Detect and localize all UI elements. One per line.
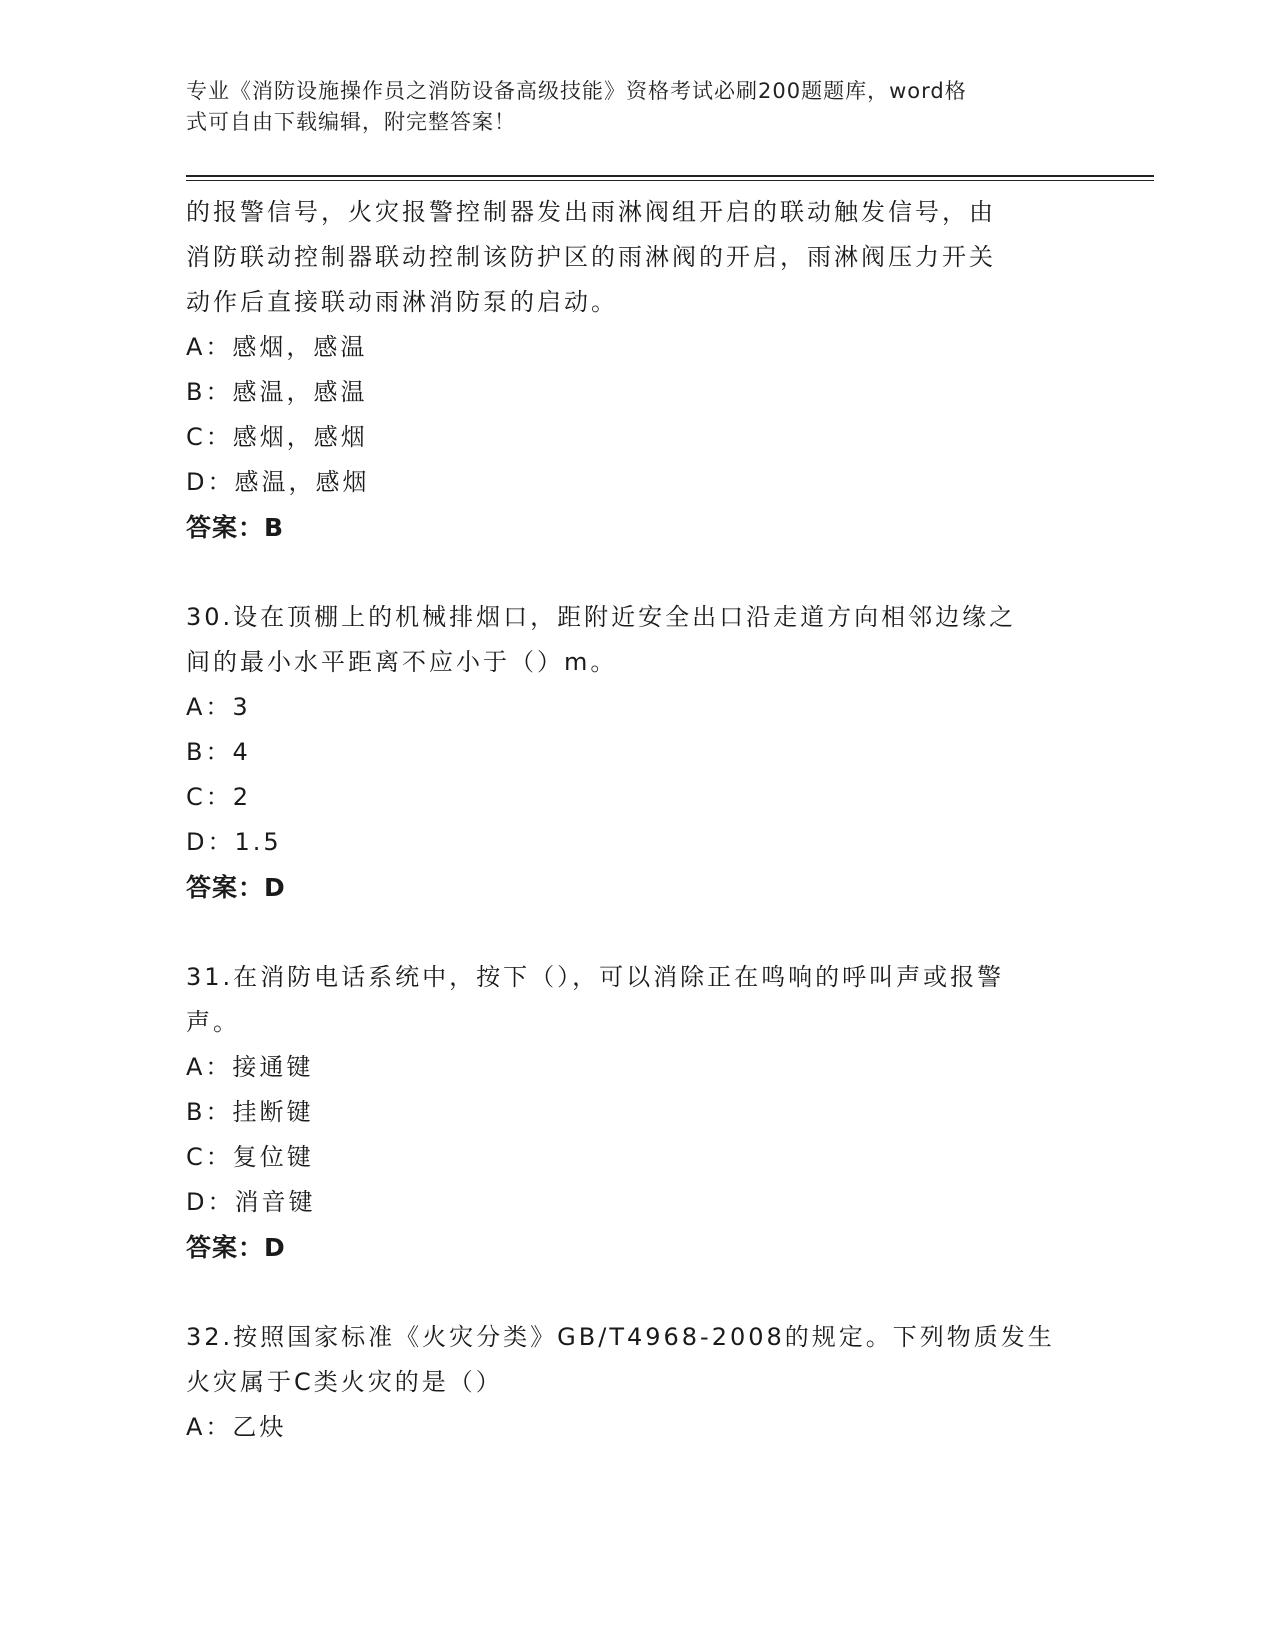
question-text-line: 火灾属于C类火灾的是（） — [186, 1368, 503, 1396]
option-a: A：3 — [186, 693, 251, 721]
option-b: B：挂断键 — [186, 1098, 314, 1126]
header-line-2: 式可自由下载编辑，附完整答案！ — [186, 110, 516, 134]
header-divider-thick — [186, 175, 1154, 177]
option-a: A：接通键 — [186, 1053, 314, 1081]
question-text-line: 的报警信号，火灾报警控制器发出雨淋阀组开启的联动触发信号，由 — [186, 198, 996, 226]
question-text-line: 消防联动控制器联动控制该防护区的雨淋阀的开启，雨淋阀压力开关 — [186, 243, 996, 271]
header-line-1: 专业《消防设施操作员之消防设备高级技能》资格考试必刷200题题库，word格 — [186, 79, 967, 103]
option-c: C：复位键 — [186, 1143, 314, 1171]
question-continued — [186, 190, 1086, 550]
option-b: B：感温，感温 — [186, 378, 368, 406]
question-text-line: 32.按照国家标准《火灾分类》GB/T4968-2008的规定。下列物质发生 — [186, 1323, 1055, 1351]
option-b: B：4 — [186, 738, 251, 766]
page-header — [186, 76, 1066, 138]
answer: 答案：B — [186, 513, 285, 542]
question-30 — [186, 595, 1086, 910]
option-d: D：感温，感烟 — [186, 468, 370, 496]
option-c: C：2 — [186, 783, 252, 811]
option-a: A：乙炔 — [186, 1413, 287, 1441]
document-body — [186, 190, 1086, 1450]
answer: 答案：D — [186, 873, 286, 902]
question-text-line: 30.设在顶棚上的机械排烟口，距附近安全出口沿走道方向相邻边缘之 — [186, 603, 1017, 631]
question-text-line: 间的最小水平距离不应小于（）m。 — [186, 648, 618, 676]
question-text-line: 31.在消防电话系统中，按下（），可以消除正在鸣响的呼叫声或报警 — [186, 963, 1005, 991]
option-c: C：感烟，感烟 — [186, 423, 368, 451]
option-d: D：1.5 — [186, 828, 282, 856]
question-32 — [186, 1315, 1086, 1450]
question-text-line: 声。 — [186, 1008, 240, 1036]
question-31 — [186, 955, 1086, 1270]
option-d: D：消音键 — [186, 1188, 316, 1216]
option-a: A：感烟，感温 — [186, 333, 368, 361]
answer: 答案：D — [186, 1233, 286, 1262]
header-divider-thin — [186, 180, 1154, 181]
question-text-line: 动作后直接联动雨淋消防泵的启动。 — [186, 288, 618, 316]
